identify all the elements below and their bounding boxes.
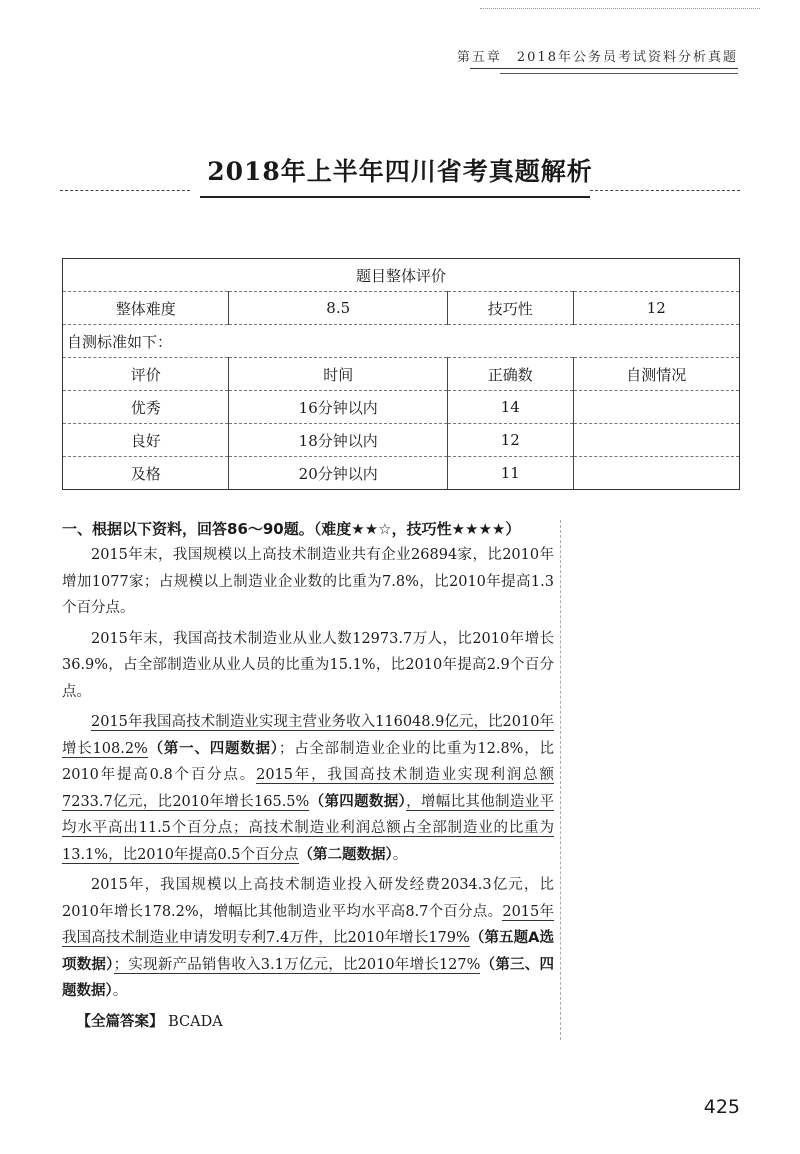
answer-line — [62, 1009, 554, 1036]
time-cell: 20分钟以内 — [229, 457, 448, 490]
title-underline — [200, 196, 590, 198]
underlined-text: ，增幅比其他制造业平均水平高出11.5个百分点；高技术制造业利润总额占全部制造业的比重为13.1%，比2010年提高0.5个百分点 — [62, 793, 555, 863]
underlined-text: 2015年我国高技术制造业实现主营业务收入116048.9亿元，比2010年增长108.2% — [62, 714, 554, 757]
page-number: 425 — [703, 1096, 740, 1118]
column-header: 时间 — [229, 358, 448, 391]
evaluation-table — [62, 258, 740, 490]
question-ref: （第一、四题数据） — [147, 740, 279, 757]
running-header: 第五章 2018年公务员考试资料分析真题 — [456, 50, 738, 65]
table-row — [63, 457, 740, 490]
correct-cell: 11 — [447, 457, 573, 490]
column-header: 自测情况 — [573, 358, 740, 391]
underlined-text: 2015年，我国高技术制造业实现利润总额7233.7亿元，比2010年增长165.5% — [62, 767, 554, 810]
text-run: 2015年，我国规模以上高技术制造业投入研发经费2034.3亿元，比2010年增长178.2%，增幅比其他制造业平均水平高8.7个百分点。 — [62, 877, 554, 920]
self-cell[interactable] — [573, 391, 740, 424]
column-header: 评价 — [63, 358, 229, 391]
text-run: 。 — [392, 846, 408, 863]
title-dash-right — [590, 190, 740, 191]
paragraph-3 — [62, 709, 554, 868]
table-row — [63, 391, 740, 424]
answer-value: BCADA — [168, 1013, 223, 1030]
difficulty-label: 整体难度 — [63, 292, 229, 325]
skill-value: 12 — [573, 292, 740, 325]
question-ref: （第二题数据） — [298, 846, 393, 863]
difficulty-value: 8.5 — [229, 292, 448, 325]
question-ref: （第五题A选项数据） — [62, 930, 554, 973]
paragraph-2: 2015年末，我国高技术制造业从业人数12973.7万人，比2010年增长36.9%，占全部制造业从业人员的比重为15.1%，比2010年提高2.9个百分点。 — [62, 630, 554, 700]
paragraph-1: 2015年末，我国规模以上高技术制造业共有企业26894家，比2010年增加1077家；占规模以上制造业企业数的比重为7.8%，比2010年提高1.3个百分点。 — [62, 547, 554, 616]
correct-cell: 14 — [447, 391, 573, 424]
paragraph-4 — [62, 872, 554, 1005]
self-cell[interactable] — [573, 457, 740, 490]
table-row — [63, 424, 740, 457]
title-dash-left — [60, 190, 190, 191]
table-row — [63, 325, 740, 358]
grade-cell: 及格 — [63, 457, 229, 490]
text-run: 。 — [112, 983, 128, 999]
time-cell: 16分钟以内 — [229, 391, 448, 424]
time-cell: 18分钟以内 — [229, 424, 448, 457]
question-ref: （第四题数据） — [309, 793, 407, 810]
table-row — [63, 259, 740, 292]
underlined-text: 2015年我国高技术制造业申请发明专利7.4万件，比2010年增长179% — [62, 903, 555, 946]
page-title: 2018年上半年四川省考真题解析 — [207, 157, 593, 186]
header-rule-thin — [500, 73, 738, 74]
skill-label: 技巧性 — [447, 292, 573, 325]
header-rule — [470, 68, 738, 69]
title-block — [60, 152, 740, 202]
grade-cell: 优秀 — [63, 391, 229, 424]
question-heading: 一、根据以下资料，回答86～90题。（难度★★☆，技巧性★★★★） — [62, 520, 521, 538]
evaluation-heading: 题目整体评价 — [63, 259, 740, 292]
self-test-note: 自测标准如下： — [63, 325, 740, 358]
underlined-text: ；实现新产品销售收入3.1万亿元，比2010年增长127% — [113, 956, 481, 973]
material-text — [62, 542, 554, 1035]
grade-cell: 良好 — [63, 424, 229, 457]
correct-cell: 12 — [447, 424, 573, 457]
self-cell[interactable] — [573, 424, 740, 457]
margin-line — [560, 520, 569, 1040]
table-row — [63, 292, 740, 325]
column-header: 正确数 — [447, 358, 573, 391]
question-ref: （第三、四题数据） — [62, 956, 554, 999]
scan-speckle — [480, 8, 760, 9]
table-header-row — [63, 358, 740, 391]
text-run: ；占全部制造业企业的比重为12.8%，比2010年提高0.8个百分点。 — [62, 740, 555, 783]
answer-label: 【全篇答案】 — [76, 1013, 164, 1030]
